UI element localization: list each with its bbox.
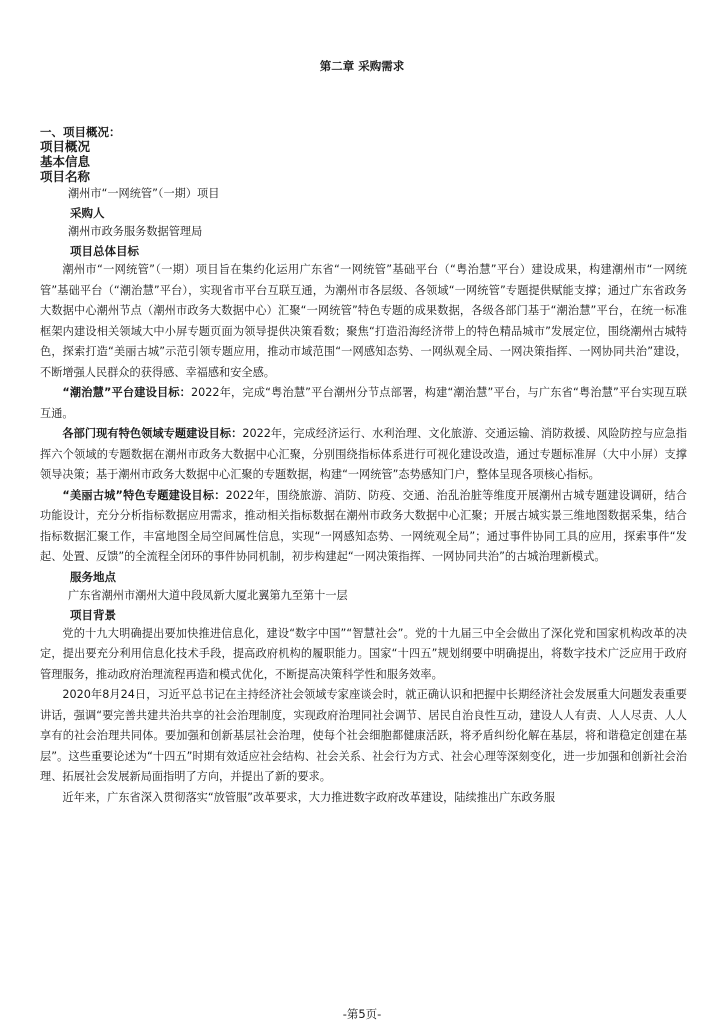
domain-goal-text: 2022年，完成经济运行、水利治理、文化旅游、交通运输、消防救援、风险防控与应急指挥六个领域的专题数据在潮州市政务大数据中心汇聚，分别围绕指标体系进行可视化建设改造，通过专题标准屏（大中小屏）支撑领导决策；基于潮州市政务大数据中心汇聚的专题数据，构建“一网统管”态势感知门户，整体呈现各项核心指标。: [40, 427, 687, 481]
page-number: -第5页-: [342, 1007, 382, 1021]
platform-goal-lead: “潮治慧”平台建设目标：: [62, 386, 192, 399]
city-goal-paragraph: [40, 486, 687, 568]
city-goal-text: 2022年，围绕旅游、消防、防疫、交通、治乱治脏等维度开展潮州古城专题建设调研，结合功能设计，充分分析指标数据应用需求，推动相关指标数据在潮州市政务大数据中心汇聚；开展古城实景三维地图数据采集，结合指标数据汇聚工作，丰富地图全局空间属性信息，实现“一网感知态势、一网统观全局”；通过事件协同工具的应用，探索事件“发起、处置、反馈”的全流程全闭环的事件协同机制，初步构建起“一网决策指挥、一网协同共治”的古城治理新模式。: [40, 488, 687, 563]
location-value: 广东省潮州市潮州大道中段凤新大厦北翼第九至第十一层: [68, 588, 348, 602]
section-heading: 一、项目概况：: [40, 125, 121, 139]
basic-info-label: 基本信息: [40, 154, 91, 169]
overview-label: 项目概况: [40, 139, 91, 154]
city-goal-lead: “美丽古城”特色专题建设目标：: [62, 488, 226, 502]
goal-paragraph: 潮州市“一网统管”（一期）项目旨在集约化运用广东省“一网统管”基础平台（“粤治慧”平台）建设成果，构建潮州市“一网统管”基础平台（“潮治慧”平台），实现省市平台互联互通，为潮州市各层级、各领域“一网统管”专题提供赋能支撑；通过广东省政务大数据中心潮州节点（潮州市政务大数据中心）汇聚“一网统管”特色专题的成果数据，各级各部门基于“潮治慧”平台，在统一标准框架内建设相关领域大中小屏专题页面为领导提供决策看数；聚焦“打造沿海经济带上的特色精品城市”发展定位，围绕潮州古城特色，探索打造“美丽古城”示范引领专题应用，推动市域范围“一网感知态势、一网纵观全局、一网决策指挥、一网协同共治”建设，不断增强人民群众的获得感、幸福感和安全感。: [40, 263, 687, 379]
project-name-label: 项目名称: [40, 169, 91, 184]
background-paragraph-1: 党的十九大明确提出要加快推进信息化，建设“数字中国”“智慧社会”。党的十九届三中全会做出了深化党和国家机构改革的决定，提出要充分利用信息化技术手段，提高政府机构的履职能力。国家“十四五”规划纲要中明确提出，将数字技术广泛应用于政府管理服务，推动政府治理流程再造和模式优化，不断提高决策科学性和服务效率。: [40, 626, 687, 681]
project-name-value: 潮州市“一网统管”（一期）项目: [68, 187, 220, 200]
domain-goal-paragraph: [40, 424, 687, 486]
chapter-title: 第二章 采购需求: [319, 59, 405, 73]
goal-label: 项目总体目标: [70, 244, 139, 258]
location-label: 服务地点: [70, 569, 116, 584]
platform-goal-text: 2022年，完成“粤治慧”平台潮州分节点部署，构建“潮治慧”平台，与广东省“粤治慧”平台实现互联互通。: [40, 386, 687, 420]
platform-goal-paragraph: [40, 383, 687, 424]
page-content: [40, 125, 687, 808]
domain-goal-lead: 各部门现有特色领域专题建设目标：: [62, 427, 243, 440]
background-paragraph-2: 2020年8月24日，习近平总书记在主持经济社会领域专家座谈会时，就正确认识和把握中长期经济社会发展重大问题发表重要讲话，强调“要完善共建共治共享的社会治理制度，实现政府治理同社会调节、居民自治良性互动，建设人人有责、人人尽责、人人享有的社会治理共同体。要加强和创新基层社会治理，使每个社会细胞都健康活跃，将矛盾纠纷化解在基层，将和谐稳定创建在基层”。这些重要论述为“十四五”时期有效适应社会结构、社会关系、社会行为方式、社会心理等深刻变化，进一步加强和创新社会治理、拓展社会发展新局面指明了方向，并提出了新的要求。: [40, 688, 687, 783]
background-label: 项目背景: [70, 607, 116, 622]
purchaser-label: 采购人: [70, 206, 105, 220]
background-paragraph-3: 近年来，广东省深入贯彻落实“放管服”改革要求，大力推进数字政府改革建设，陆续推出广东政务服: [62, 790, 556, 804]
purchaser-value: 潮州市政务服务数据管理局: [68, 225, 203, 238]
